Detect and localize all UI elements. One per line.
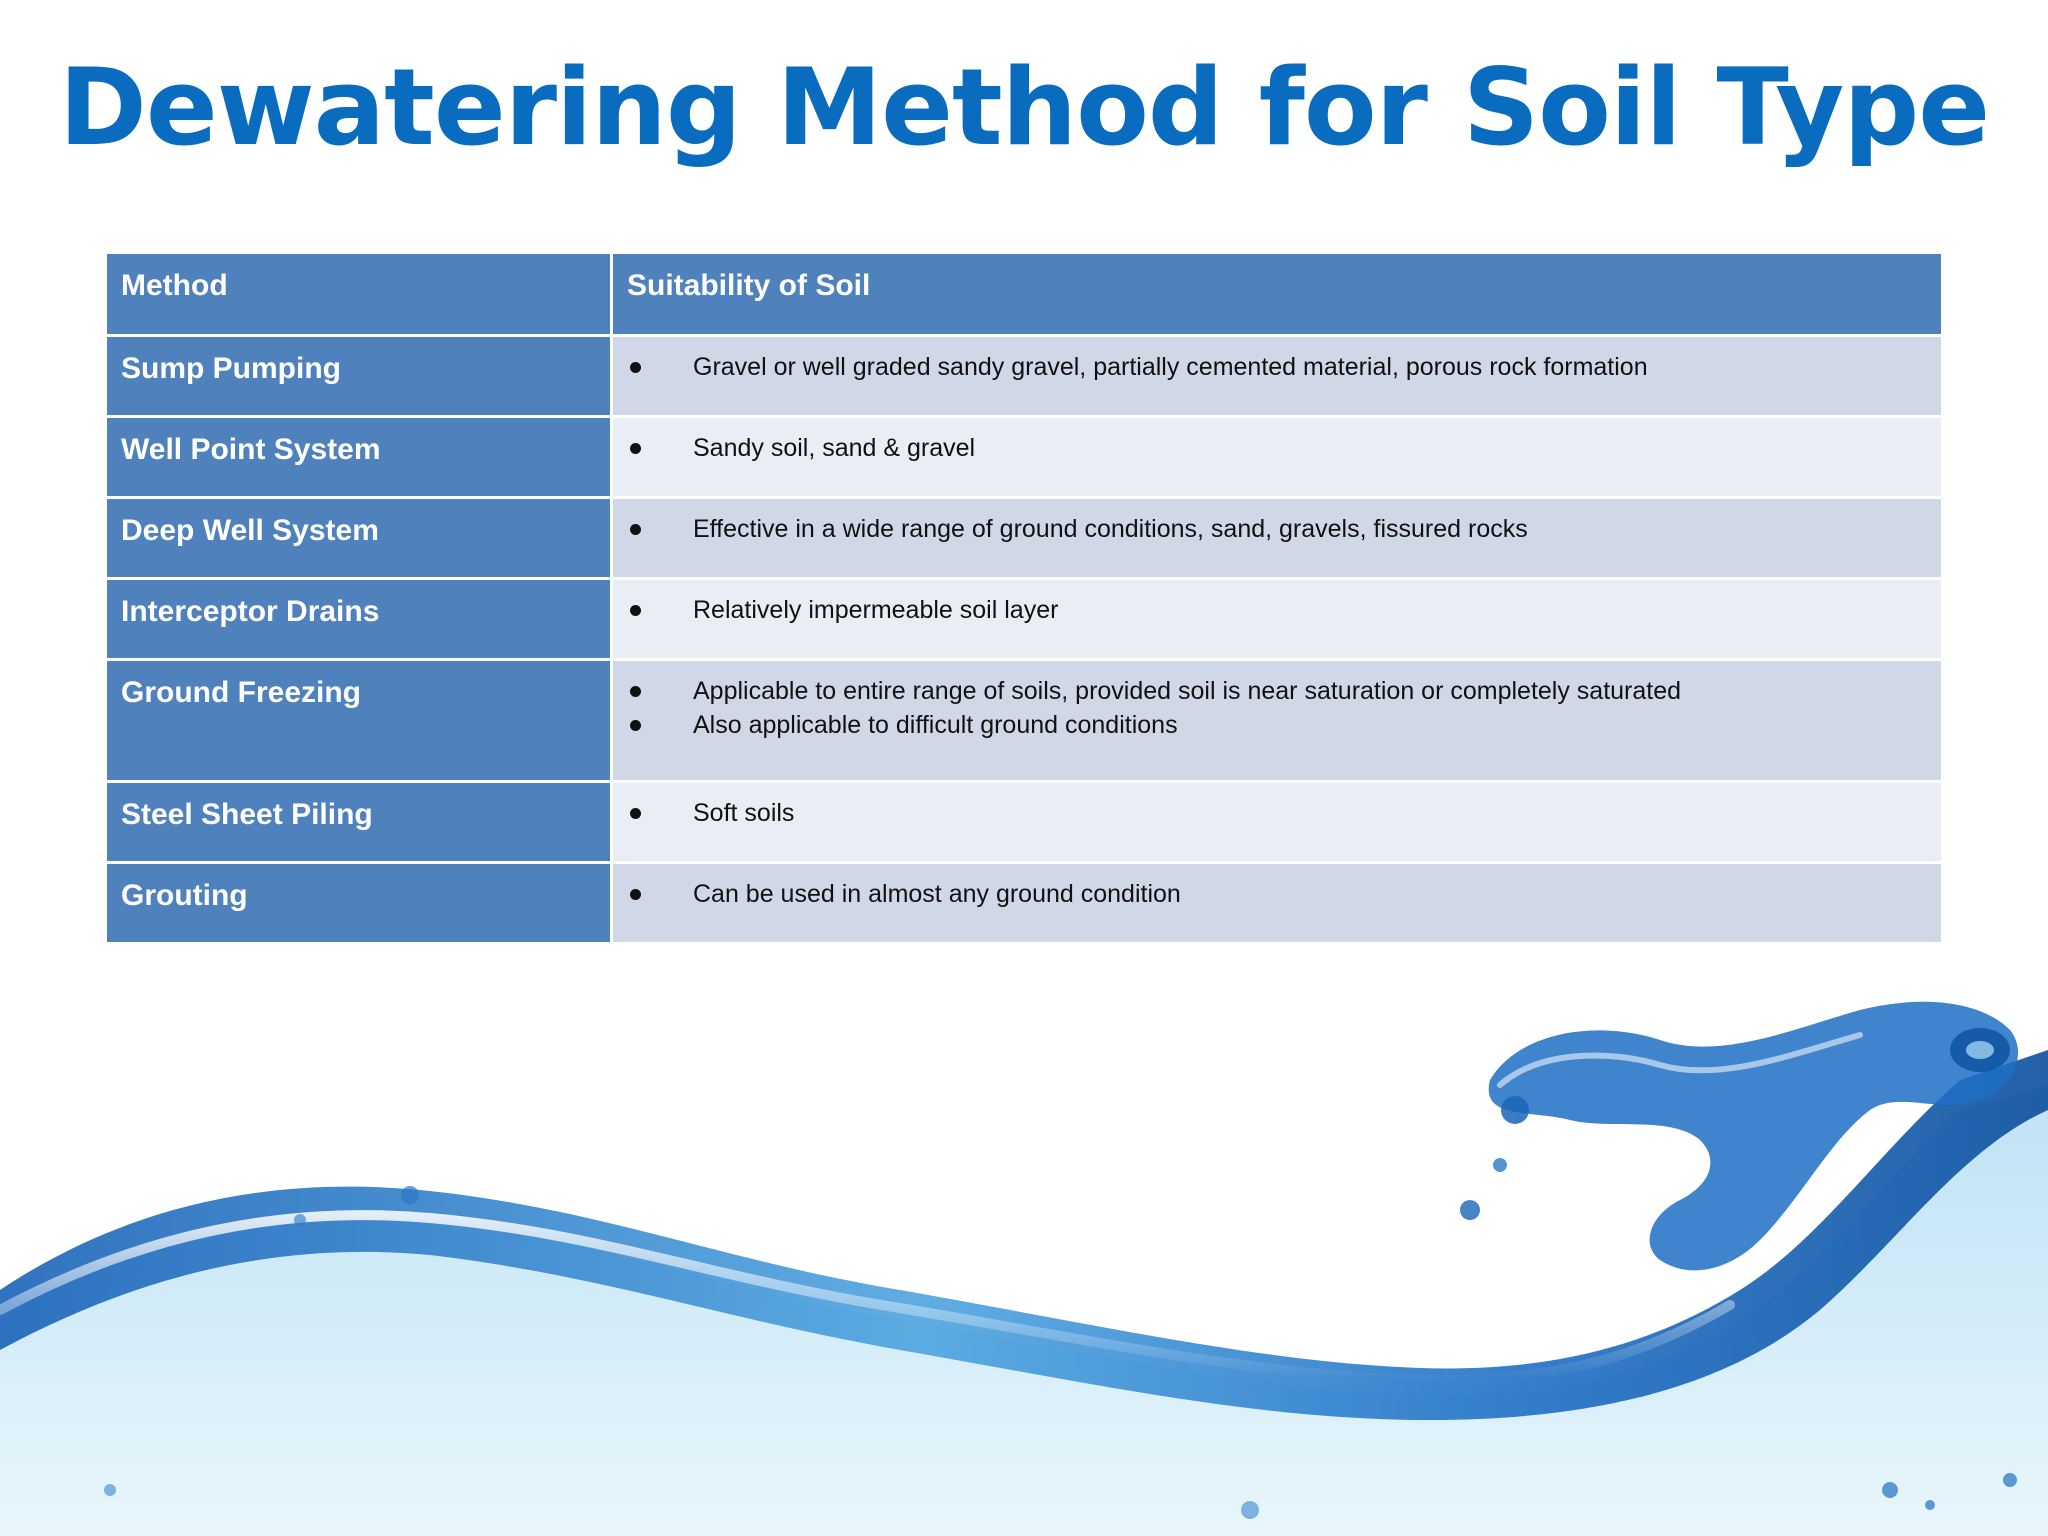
suitability-cell [612, 863, 1943, 944]
suitability-list [613, 864, 1941, 911]
bullet-dot-icon [630, 605, 641, 616]
suitability-list [613, 337, 1941, 384]
suitability-list [613, 580, 1941, 627]
suitability-cell [612, 336, 1943, 417]
table-row [106, 863, 1943, 944]
list-item [613, 593, 1941, 627]
slide-title: Dewatering Method for Soil Type [58, 46, 1990, 169]
table-row [106, 417, 1943, 498]
header-method-label: Method [121, 269, 228, 302]
suitability-cell [612, 498, 1943, 579]
method-cell [106, 417, 612, 498]
bullet-dot-icon [630, 524, 641, 535]
method-label: Sump Pumping [121, 352, 341, 385]
suitability-list [613, 418, 1941, 465]
method-cell [106, 782, 612, 863]
table-row [106, 782, 1943, 863]
suitability-text: Soft soils [693, 799, 795, 827]
suitability-text: Also applicable to difficult ground conditions [693, 711, 1178, 739]
table-row [106, 579, 1943, 660]
table-row [106, 336, 1943, 417]
table-row [106, 660, 1943, 782]
method-cell [106, 498, 612, 579]
suitability-list [613, 783, 1941, 830]
suitability-list [613, 661, 1941, 742]
method-label: Ground Freezing [121, 676, 361, 709]
bullet-dot-icon [630, 443, 641, 454]
method-label: Well Point System [121, 433, 381, 466]
bullet-dot-icon [630, 362, 641, 373]
suitability-list [613, 499, 1941, 546]
bullet-dot-icon [630, 889, 641, 900]
suitability-text: Gravel or well graded sandy gravel, partially cemented material, porous rock formation [693, 353, 1648, 381]
water-splash-image [0, 990, 2048, 1536]
method-cell [106, 863, 612, 944]
list-item [613, 796, 1941, 830]
suitability-text: Sandy soil, sand & gravel [693, 434, 976, 462]
suitability-text: Effective in a wide range of ground conditions, sand, gravels, fissured rocks [693, 515, 1528, 543]
method-cell [106, 336, 612, 417]
header-suitability-label: Suitability of Soil [627, 269, 871, 302]
suitability-cell [612, 579, 1943, 660]
suitability-text: Relatively impermeable soil layer [693, 596, 1059, 624]
list-item [613, 877, 1941, 911]
bullet-dot-icon [630, 720, 641, 731]
suitability-cell [612, 782, 1943, 863]
bullet-dot-icon [630, 686, 641, 697]
suitability-cell [612, 417, 1943, 498]
table-row [106, 498, 1943, 579]
method-label: Steel Sheet Piling [121, 798, 373, 831]
list-item [613, 708, 1941, 742]
suitability-text: Can be used in almost any ground condition [693, 880, 1181, 908]
bullet-dot-icon [630, 808, 641, 819]
header-method [106, 253, 612, 336]
list-item [613, 512, 1941, 546]
method-label: Deep Well System [121, 514, 379, 547]
method-label: Grouting [121, 879, 248, 912]
dewatering-table [104, 251, 1944, 945]
table-header-row [106, 253, 1943, 336]
method-cell [106, 579, 612, 660]
method-cell [106, 660, 612, 782]
method-label: Interceptor Drains [121, 595, 380, 628]
suitability-cell [612, 660, 1943, 782]
list-item [613, 350, 1941, 384]
list-item [613, 674, 1941, 708]
suitability-text: Applicable to entire range of soils, provided soil is near saturation or completely saturated [693, 677, 1682, 705]
header-suitability [612, 253, 1943, 336]
list-item [613, 431, 1941, 465]
